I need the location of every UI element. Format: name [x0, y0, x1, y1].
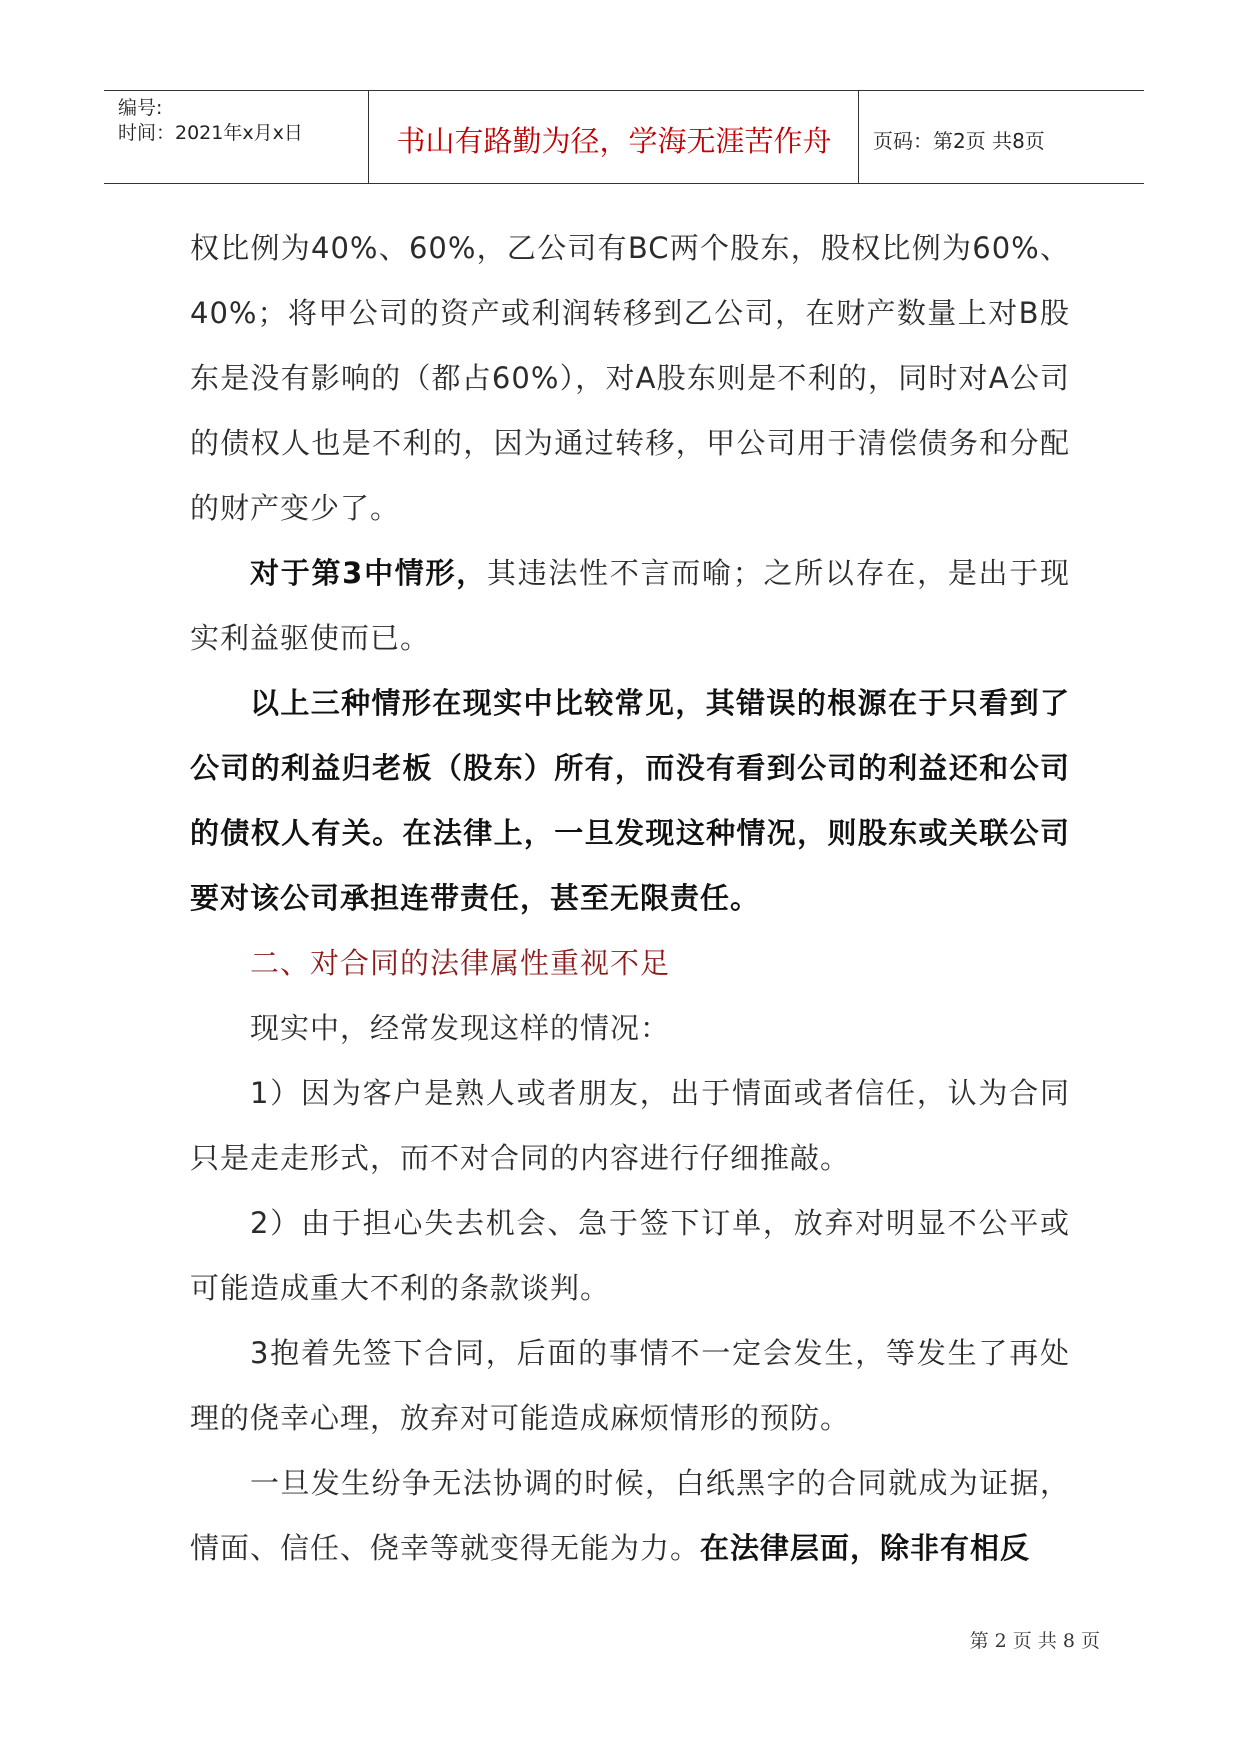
bold-paragraph: 以上三种情形在现实中比较常见，其错误的根源在于只看到了公司的利益归老板（股东）所有，而没有看到公司的利益还和公司的债权人有关。在法律上，一旦发现这种情况，则股东或关联公司要对该公司承担连带责任，甚至无限责任。	[190, 686, 1070, 915]
section-heading: 二、对合同的法律属性重视不足	[250, 946, 671, 980]
document-number-label: 编号:	[118, 97, 163, 119]
paragraph-text: 其违法性不言而喻；之所以存在，是出于现实利益驱使而已。	[190, 556, 1070, 655]
document-body	[190, 216, 1070, 1581]
document-time-label: 时间：2021年x月x日	[118, 122, 303, 144]
header-page-cell	[858, 91, 1145, 183]
paragraph-text: 一旦发生纷争无法协调的时候，白纸黑字的合同就成为证据，情面、信任、侥幸等就变得无能为力。	[190, 1466, 1070, 1565]
page-footer: 第 2 页 共 8 页	[969, 1630, 1100, 1652]
header-page-code: 页码：第2页 共8页	[873, 129, 1045, 153]
header-motto-cell	[368, 91, 859, 183]
list-item: 2）由于担心失去机会、急于签下订单，放弃对明显不公平或可能造成重大不利的条款谈判。	[190, 1206, 1070, 1305]
paragraph: 现实中，经常发现这样的情况：	[250, 1011, 671, 1045]
paragraph-bold-tail: 在法律层面，除非有相反	[700, 1531, 1031, 1565]
paragraph	[190, 541, 1070, 671]
paragraph-bold-lead: 对于第3中情形，	[250, 556, 487, 590]
page-header	[104, 90, 1144, 184]
list-item: 3抱着先签下合同，后面的事情不一定会发生，等发生了再处理的侥幸心理，放弃对可能造成麻烦情形的预防。	[190, 1336, 1070, 1435]
paragraph	[190, 1451, 1070, 1581]
header-motto: 书山有路勤为径，学海无涯苦作舟	[396, 124, 832, 158]
paragraph: 权比例为40%、60%，乙公司有BC两个股东，股权比例为60%、40%；将甲公司的资产或利润转移到乙公司，在财产数量上对B股东是没有影响的（都占60%），对A股东则是不利的，同时对A公司的债权人也是不利的，因为通过转移，甲公司用于清偿债务和分配的财产变少了。	[190, 231, 1070, 525]
list-item: 1）因为客户是熟人或者朋友，出于情面或者信任，认为合同只是走走形式，而不对合同的内容进行仔细推敲。	[190, 1076, 1070, 1175]
header-meta-cell	[104, 91, 368, 183]
